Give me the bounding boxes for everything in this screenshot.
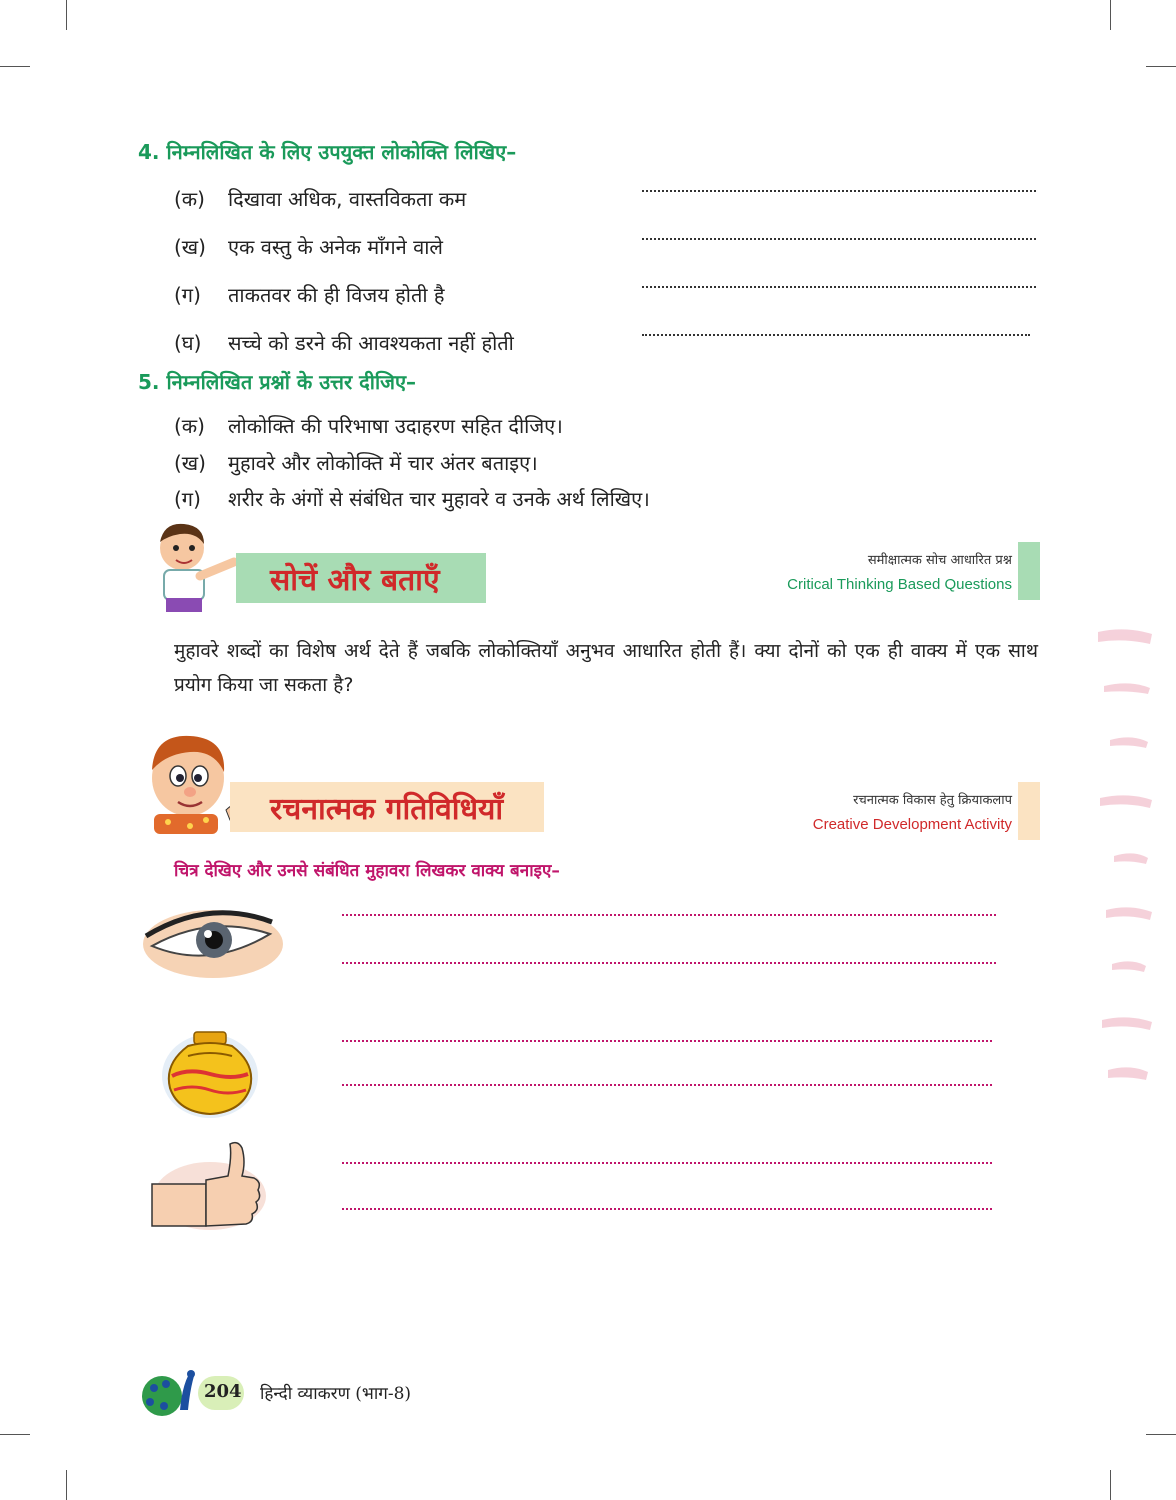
item-text: सच्चे को डरने की आवश्यकता नहीं होती <box>228 331 514 355</box>
item-text: शरीर के अंगों से संबंधित चार मुहावरे व उनके अर्थ लिखिए। <box>228 487 650 511</box>
q5-item-ga <box>174 485 650 512</box>
think-tag-accent-bar <box>1018 542 1040 600</box>
q4-item-gha <box>174 329 514 356</box>
creative-tag-hindi: रचनात्मक विकास हेतु क्रियाकलाप <box>853 793 1012 808</box>
think-tag-hindi: समीक्षात्मक सोच आधारित प्रश्न <box>867 553 1012 568</box>
q4-item-ka <box>174 185 466 212</box>
q4-item-kha <box>174 233 443 260</box>
boy-pointing-illustration <box>150 514 250 614</box>
answer-line[interactable] <box>342 914 996 916</box>
creative-activities-banner <box>230 782 544 832</box>
crop-mark <box>66 0 67 30</box>
crop-mark <box>1110 0 1111 30</box>
answer-line[interactable] <box>642 334 1030 336</box>
item-marker: (ख) <box>174 451 206 475</box>
item-text: लोकोक्ति की परिभाषा उदाहरण सहित दीजिए। <box>228 414 563 438</box>
think-paragraph: मुहावरे शब्दों का विशेष अर्थ देते हैं जबकि लोकोक्तियाँ अनुभव आधारित होती हैं। क्या दोनों को एक ही वाक्य में एक साथ प्रयोग किया जा सकता है? <box>174 640 1038 696</box>
item-marker: (ग) <box>174 487 201 511</box>
q5-item-ka <box>174 412 563 439</box>
eye-icon <box>138 896 288 986</box>
q4-item-ga <box>174 281 445 308</box>
banner-title: रचनात्मक गतिविधियाँ <box>270 791 504 827</box>
item-marker: (ख) <box>174 235 206 259</box>
answer-line[interactable] <box>642 238 1036 240</box>
item-text: एक वस्तु के अनेक माँगने वाले <box>228 235 443 259</box>
answer-line[interactable] <box>342 1208 992 1210</box>
answer-line[interactable] <box>342 1084 992 1086</box>
item-marker: (ग) <box>174 283 201 307</box>
crop-mark <box>0 1434 30 1435</box>
think-tag-english: Critical Thinking Based Questions <box>787 576 1012 593</box>
creative-tag-english: Creative Development Activity <box>812 816 1012 833</box>
crop-mark <box>1146 1434 1176 1435</box>
book-title: हिन्दी व्याकरण (भाग-8) <box>260 1384 412 1404</box>
crop-mark <box>1146 66 1176 67</box>
item-marker: (क) <box>174 414 205 438</box>
pot-icon <box>158 1024 262 1120</box>
answer-line[interactable] <box>642 286 1036 288</box>
crop-mark <box>66 1470 67 1500</box>
answer-line[interactable] <box>342 1040 992 1042</box>
item-text: दिखावा अधिक, वास्तविकता कम <box>228 187 467 211</box>
item-marker: (घ) <box>174 331 202 355</box>
thumbs-up-icon <box>146 1136 268 1236</box>
item-text: मुहावरे और लोकोक्ति में चार अंतर बताइए। <box>228 451 538 475</box>
creative-instruction: चित्र देखिए और उनसे संबंधित मुहावरा लिखकर वाक्य बनाइए– <box>174 861 560 881</box>
banner-title: सोचें और बताएँ <box>270 562 440 598</box>
crop-mark <box>0 66 30 67</box>
answer-line[interactable] <box>342 962 996 964</box>
crop-mark <box>1110 1470 1111 1500</box>
creative-tag-accent-bar <box>1018 782 1040 840</box>
answer-line[interactable] <box>642 190 1036 192</box>
q5-item-kha <box>174 449 538 476</box>
think-and-tell-banner <box>236 553 486 603</box>
answer-line[interactable] <box>342 1162 992 1164</box>
question-5-heading: 5. निम्नलिखित प्रश्नों के उत्तर दीजिए– <box>138 370 417 394</box>
margin-brush-decoration <box>1090 620 1160 1090</box>
item-text: ताकतवर की ही विजय होती है <box>228 283 445 307</box>
question-4-heading: 4. निम्नलिखित के लिए उपयुक्त लोकोक्ति लिखिए– <box>138 140 517 164</box>
page-number: 204 <box>204 1381 242 1402</box>
item-marker: (क) <box>174 187 205 211</box>
